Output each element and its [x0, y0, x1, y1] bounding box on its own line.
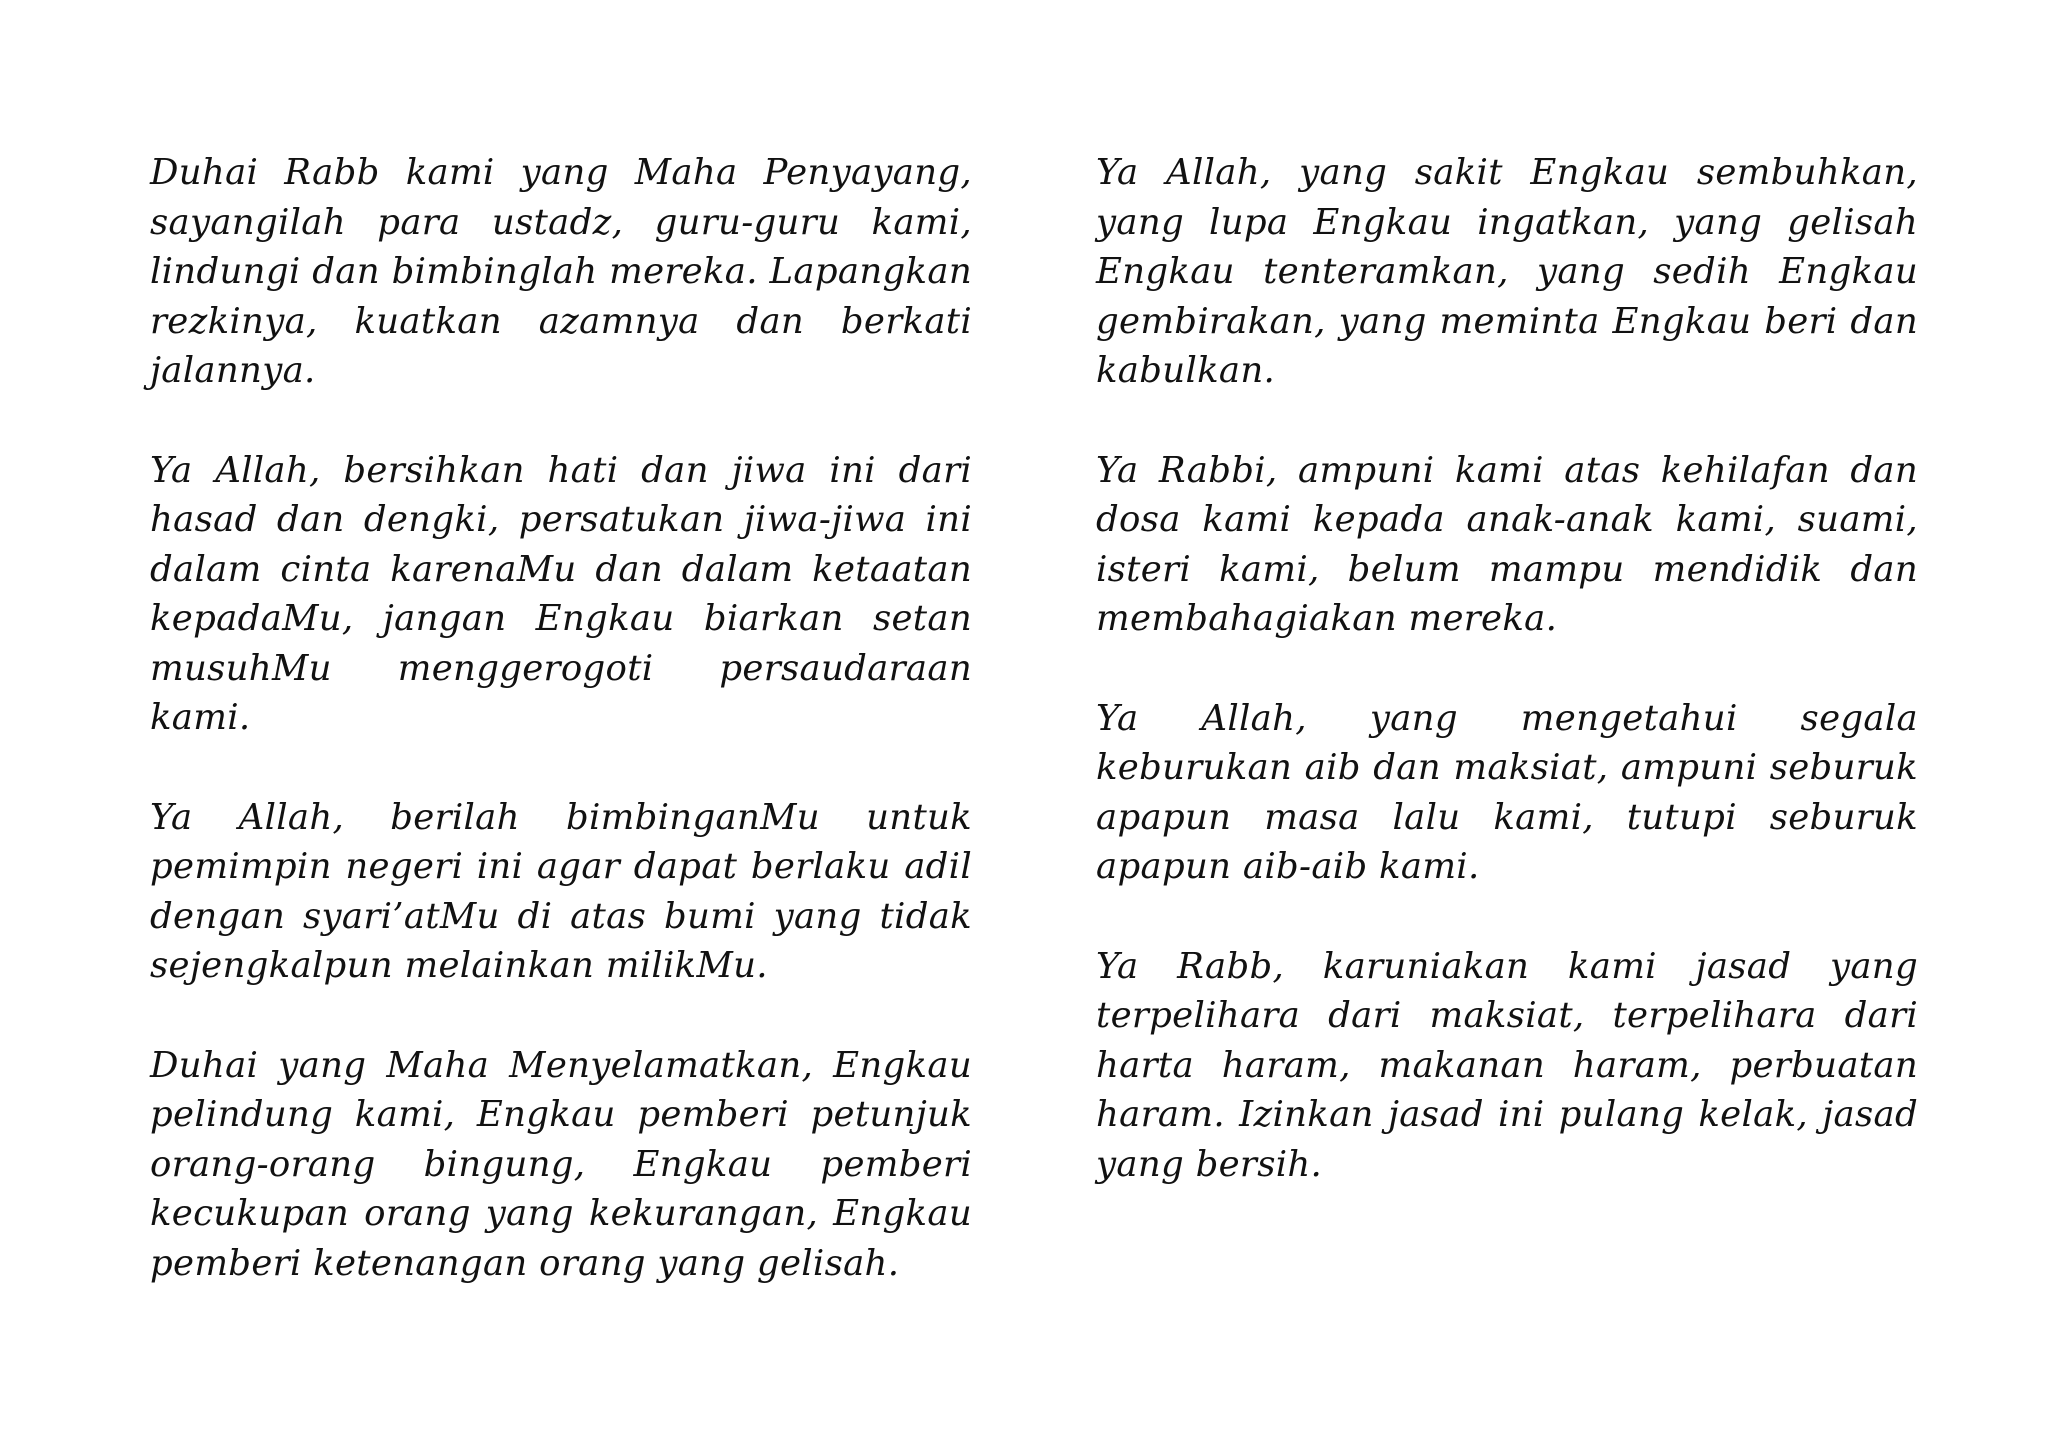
prayer-paragraph: Ya Allah, berilah bimbinganMu untuk pemimpin negeri ini agar dapat berlaku adil dengan syari’atMu di atas bumi yang tidak sejengkalpun melainkan milikMu. [150, 796, 972, 986]
prayer-paragraph: Ya Allah, bersihkan hati dan jiwa ini dari hasad dan dengki, persatukan jiwa-jiwa ini dalam cinta karenaMu dan dalam ketaatan kepadaMu, jangan Engkau biarkan setan musuhMu menggerogoti persaudaraan kami. [150, 449, 972, 738]
prayer-paragraph: Ya Allah, yang mengetahui segala keburukan aib dan maksiat, ampuni seburuk apapun masa lalu kami, tutupi seburuk apapun aib-aib kami. [1096, 697, 1918, 887]
prayer-paragraph: Duhai yang Maha Menyelamatkan, Engkau pelindung kami, Engkau pemberi petunjuk orang-orang bingung, Engkau pemberi kecukupan orang yang kekurangan, Engkau pemberi ketenangan orang yang gelisah. [150, 1044, 972, 1284]
prayer-paragraph: Ya Rabbi, ampuni kami atas kehilafan dan dosa kami kepada anak-anak kami, suami, isteri kami, belum mampu mendidik dan membahagiakan mereka. [1096, 449, 1918, 639]
prayer-paragraph: Duhai Rabb kami yang Maha Penyayang, sayangilah para ustadz, guru-guru kami, lindungi dan bimbinglah mereka. Lapangkan rezkinya, kuatkan azamnya dan berkati jalannya. [150, 152, 972, 391]
prayer-paragraph: Ya Allah, yang sakit Engkau sembuhkan, yang lupa Engkau ingatkan, yang gelisah Engkau tenteramkan, yang sedih Engkau gembirakan, yang meminta Engkau beri dan kabulkan. [1096, 152, 1918, 391]
left-column [150, 148, 972, 1338]
prayer-paragraph: Ya Rabb, karuniakan kami jasad yang terpelihara dari maksiat, terpelihara dari harta haram, makanan haram, perbuatan haram. Izinkan jasad ini pulang kelak, jasad yang bersih. [1096, 945, 1918, 1185]
right-column [1096, 148, 1918, 1239]
